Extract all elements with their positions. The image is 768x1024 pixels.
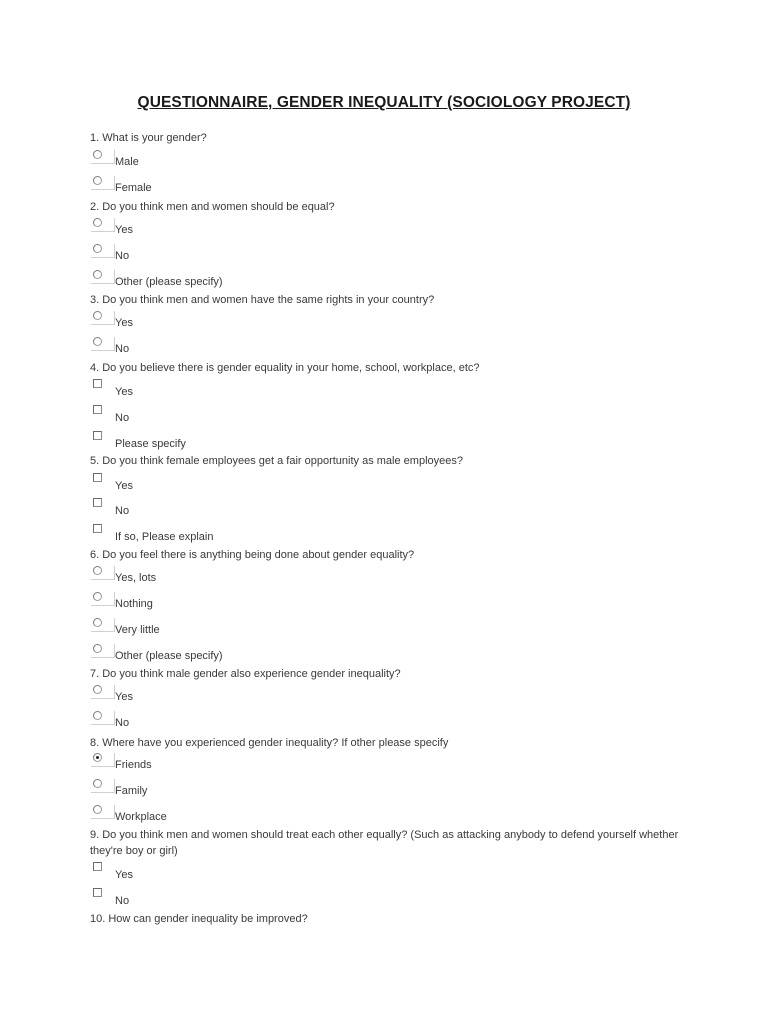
radio-button[interactable] — [93, 779, 102, 788]
question-4-option[interactable] — [90, 405, 490, 431]
option-underline — [91, 350, 114, 351]
option-label: Very little — [115, 624, 160, 636]
radio-button[interactable] — [93, 592, 102, 601]
option-label: Yes, lots — [115, 572, 157, 584]
radio-button[interactable] — [93, 566, 102, 575]
question-6-option[interactable] — [90, 592, 490, 618]
question-6-option[interactable] — [90, 566, 490, 592]
question-8-option[interactable] — [90, 779, 490, 805]
radio-button[interactable] — [93, 685, 102, 694]
radio-button[interactable] — [93, 337, 102, 346]
question-6-text: 6. Do you feel there is anything being done about gender equality? — [90, 549, 415, 561]
question-7-option[interactable] — [90, 711, 490, 737]
option-label: Yes — [115, 224, 133, 236]
radio-button[interactable] — [93, 618, 102, 627]
option-label: Other (please specify) — [115, 650, 223, 662]
option-label: If so, Please explain — [115, 531, 214, 543]
option-label: Friends — [115, 759, 152, 771]
question-10-text: 10. How can gender inequality be improved? — [90, 913, 308, 925]
option-underline — [91, 792, 114, 793]
option-label: Yes — [115, 386, 133, 398]
question-7-text: 7. Do you think male gender also experience gender inequality? — [90, 668, 401, 680]
option-label: Family — [115, 785, 148, 797]
checkbox[interactable] — [93, 405, 102, 414]
question-4-option[interactable] — [90, 379, 490, 405]
checkbox[interactable] — [93, 431, 102, 440]
question-1-text: 1. What is your gender? — [90, 132, 207, 144]
radio-button[interactable] — [93, 218, 102, 227]
option-underline — [91, 631, 114, 632]
option-label: Workplace — [115, 811, 167, 823]
question-7-option[interactable] — [90, 685, 490, 711]
radio-button[interactable] — [93, 644, 102, 653]
option-label: Yes — [115, 691, 133, 703]
question-8-text: 8. Where have you experienced gender inequality? If other please specify — [90, 737, 449, 749]
option-underline — [91, 579, 114, 580]
checkbox[interactable] — [93, 379, 102, 388]
question-2-text: 2. Do you think men and women should be equal? — [90, 201, 335, 213]
question-8-option[interactable] — [90, 753, 490, 779]
question-9-text: 9. Do you think men and women should treat each other equally? (Such as attacking anybody to defend yourself whether they're boy or girl) — [90, 829, 679, 857]
option-underline — [91, 724, 114, 725]
radio-button[interactable] — [93, 176, 102, 185]
option-label: No — [115, 412, 130, 424]
page-title: QUESTIONNAIRE, GENDER INEQUALITY (SOCIOLOGY PROJECT) — [137, 94, 631, 111]
radio-button[interactable] — [93, 311, 102, 320]
radio-button[interactable] — [93, 753, 102, 762]
question-5-option[interactable] — [90, 498, 490, 524]
option-label: Other (please specify) — [115, 276, 223, 288]
option-label: Female — [115, 182, 152, 194]
option-underline — [91, 605, 114, 606]
question-6-option[interactable] — [90, 618, 490, 644]
option-underline — [91, 189, 114, 190]
option-label: Please specify — [115, 438, 186, 450]
option-underline — [91, 231, 114, 232]
option-underline — [91, 163, 114, 164]
radio-button[interactable] — [93, 270, 102, 279]
option-label: No — [115, 717, 130, 729]
checkbox[interactable] — [93, 862, 102, 871]
question-4-text: 4. Do you believe there is gender equality in your home, school, workplace, etc? — [90, 362, 480, 374]
radio-button[interactable] — [93, 150, 102, 159]
option-label: No — [115, 505, 130, 517]
checkbox[interactable] — [93, 888, 102, 897]
option-label: No — [115, 343, 130, 355]
option-underline — [91, 698, 114, 699]
option-underline — [91, 324, 114, 325]
option-underline — [91, 766, 114, 767]
question-5-option[interactable] — [90, 473, 490, 499]
radio-button[interactable] — [93, 244, 102, 253]
option-label: Yes — [115, 317, 133, 329]
question-5-text: 5. Do you think female employees get a fair opportunity as male employees? — [90, 455, 463, 467]
option-label: No — [115, 250, 130, 262]
question-2-option[interactable] — [90, 244, 490, 270]
question-3-option[interactable] — [90, 311, 490, 337]
option-label: Male — [115, 156, 139, 168]
question-3-text: 3. Do you think men and women have the same rights in your country? — [90, 294, 435, 306]
radio-button[interactable] — [93, 805, 102, 814]
option-label: Yes — [115, 480, 133, 492]
option-underline — [91, 257, 114, 258]
checkbox[interactable] — [93, 498, 102, 507]
option-label: Nothing — [115, 598, 153, 610]
question-1-option[interactable] — [90, 150, 490, 176]
radio-button[interactable] — [93, 711, 102, 720]
option-underline — [91, 818, 114, 819]
option-underline — [91, 657, 114, 658]
checkbox[interactable] — [93, 524, 102, 533]
option-label: Yes — [115, 869, 133, 881]
option-label: No — [115, 895, 130, 907]
option-underline — [91, 283, 114, 284]
checkbox[interactable] — [93, 473, 102, 482]
question-9-option[interactable] — [90, 862, 490, 888]
question-2-option[interactable] — [90, 218, 490, 244]
